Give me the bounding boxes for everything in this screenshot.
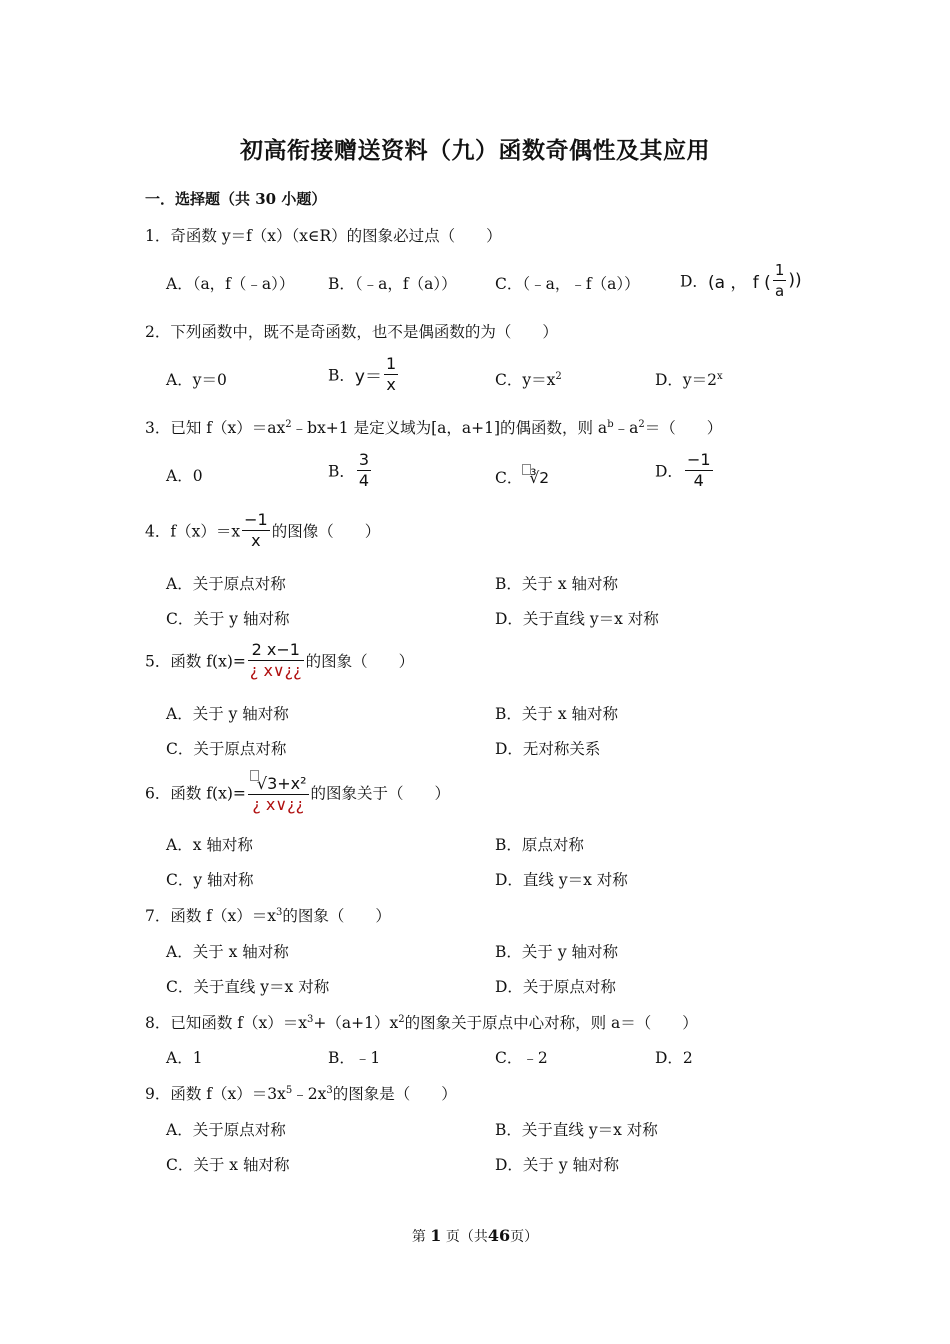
q2-option-d: D．$y=2^x$ <box>655 371 723 389</box>
q5-option-d: D．无对称关系 <box>495 740 601 758</box>
q9-option-b: B．关于直线 y＝x 对称 <box>495 1121 658 1139</box>
q1-option-c: C．（﹣a，﹣f（a）） <box>495 275 640 293</box>
q2-option-a: A．y＝0 <box>166 371 227 389</box>
q1-option-b: B．（﹣a，f（a）） <box>328 275 457 293</box>
q2-option-b: B．y＝ $\frac{1}{x}$ <box>328 354 397 394</box>
q8-option-b: B．﹣1 <box>328 1049 381 1067</box>
q5-option-a: A．关于 y 轴对称 <box>166 705 289 723</box>
section-heading: 一．选择题（共 30 小题） <box>145 190 327 208</box>
question-6: 6．函数 f(x)= $\frac{\text{√3+x²}}{¿ x\vee¿¿}$ 的图象关于（ ） <box>145 770 450 815</box>
question-7: 7．函数 $f(x)=x^3$的图象（ ） <box>145 907 391 925</box>
question-1: 1．奇函数 y＝f（x）（x∈R）的图象必过点（ ） <box>145 227 502 245</box>
q4-option-d: D．关于直线 y＝x 对称 <box>495 610 659 628</box>
q3-option-a: A．0 <box>166 467 203 485</box>
q7-option-b: B．关于 y 轴对称 <box>495 943 619 961</box>
question-5: 5．函数 f(x)= $\frac{2 x-1}{¿ x\vee¿¿}$ 的图象（ ） <box>145 640 415 680</box>
question-3: 3．已知 $f(x)=ax^2﹣bx+1$ 是定义域为[a，a+1]的偶函数，则 $a^b﹣a^2=$（ ） <box>145 419 723 437</box>
question-9: 9．函数 $f(x)=3x^5﹣2x^3$的图象是（ ） <box>145 1085 457 1103</box>
q9-option-a: A．关于原点对称 <box>166 1121 286 1139</box>
question-2: 2．下列函数中，既不是奇函数，也不是偶函数的为（ ） <box>145 323 558 341</box>
q8-option-d: D．2 <box>655 1049 693 1067</box>
q9-option-d: D．关于 y 轴对称 <box>495 1156 620 1174</box>
q2-option-c: C．$y=x^2$ <box>495 371 562 389</box>
q5-option-c: C．关于原点对称 <box>166 740 287 758</box>
q3-option-c: C． ∛2 <box>495 464 549 488</box>
question-8: 8．已知函数 $f(x)=x^3+(a+1)x^2$的图象关于原点中心对称，则 a＝（ ） <box>145 1014 698 1032</box>
q5-option-b: B．关于 x 轴对称 <box>495 705 618 723</box>
q6-option-d: D．直线 y＝x 对称 <box>495 871 628 889</box>
q7-option-c: C．关于直线 y＝x 对称 <box>166 978 330 996</box>
q1-option-a: A．（a，f（﹣a）） <box>166 275 295 293</box>
q8-option-c: C．﹣2 <box>495 1049 548 1067</box>
page-footer: 第 1 页（共46页） <box>411 1226 539 1245</box>
q4-option-c: C．关于 y 轴对称 <box>166 610 290 628</box>
q7-option-a: A．关于 x 轴对称 <box>166 943 289 961</box>
q9-option-c: C．关于 x 轴对称 <box>166 1156 290 1174</box>
q8-option-a: A．1 <box>166 1049 203 1067</box>
q6-option-c: C．y 轴对称 <box>166 871 254 889</box>
q3-option-d: D． $\frac{-1}{4}$ <box>655 450 711 490</box>
q4-option-b: B．关于 x 轴对称 <box>495 575 618 593</box>
q1-option-d: D．(a ， f ( $\frac{1}{a}$ )) <box>680 261 802 300</box>
q7-option-d: D．关于原点对称 <box>495 978 616 996</box>
question-4: 4．f（x）＝x $\frac{-1}{x}$ 的图像（ ） <box>145 510 381 550</box>
q6-option-b: B．原点对称 <box>495 836 584 854</box>
q4-option-a: A．关于原点对称 <box>166 575 286 593</box>
q3-option-b: B． $\frac{3}{4}$ <box>328 450 370 490</box>
q6-option-a: A．x 轴对称 <box>166 836 253 854</box>
page-title: 初高衔接赠送资料（九）函数奇偶性及其应用 <box>240 137 710 164</box>
